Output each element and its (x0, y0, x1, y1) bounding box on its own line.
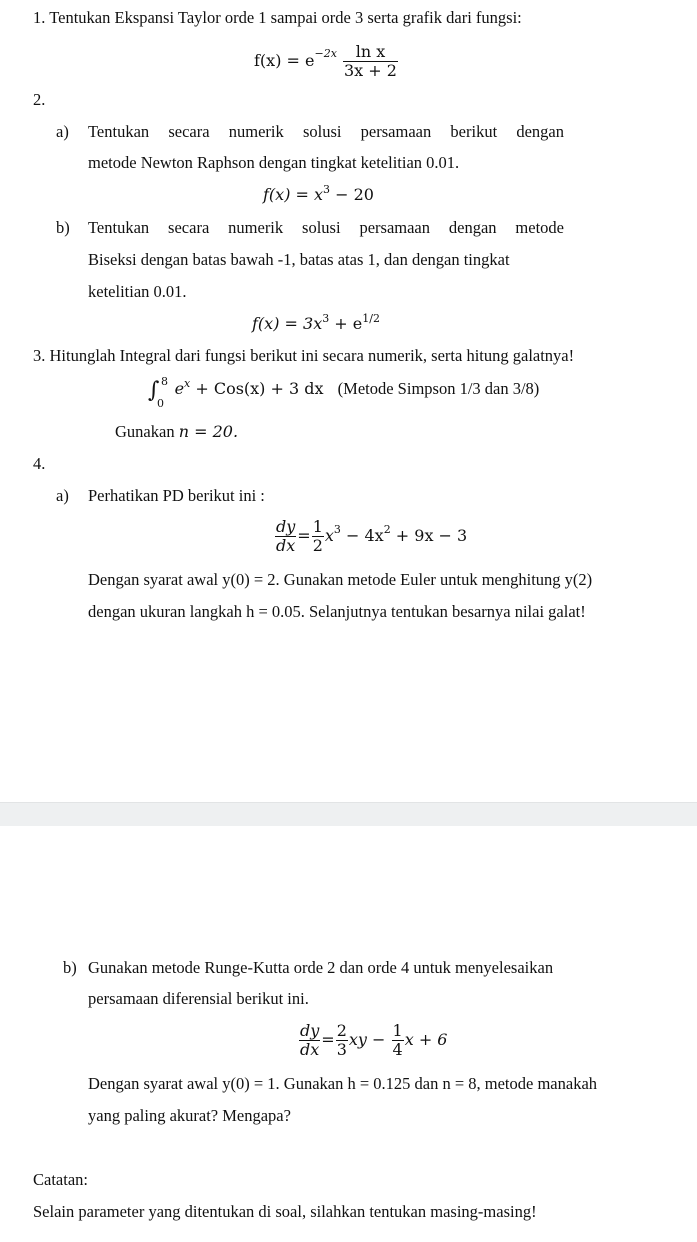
question-2a-marker: a) (56, 122, 69, 141)
question-2a-line-2: metode Newton Raphson dengan tingkat ketelitian 0.01. (88, 153, 460, 172)
question-4a-line-2: dengan ukuran langkah h = 0.05. Selanjutnya tentukan besarnya nilai galat! (88, 602, 586, 621)
notes-title: Catatan: (33, 1170, 88, 1189)
question-4b-line-3: Dengan syarat awal y(0) = 1. Gunakan h = 0.125 dan n = 8, metode manakah (88, 1074, 598, 1093)
notes-text: Selain parameter yang ditentukan di soal, silahkan tentukan masing-masing! (33, 1202, 537, 1221)
document-page-2 (0, 826, 697, 1242)
question-1-fraction: $\frac{\text{ln x}}{3x + 2}$ (344, 42, 397, 80)
question-4a-intro: Perhatikan PD berikut ini : (88, 486, 265, 505)
question-4a-equation: $\frac{dy}{dx}$ = $\frac{1}{2}$ $x^3 - 4x^2 + 9x - 3$ (276, 517, 468, 555)
question-2b-line-3: ketelitian 0.01. (88, 282, 187, 301)
question-4b-line-1: Gunakan metode Runge-Kutta orde 2 dan orde 4 untuk menyelesaikan (88, 958, 554, 977)
question-4b-equation: $\frac{dy}{dx}$ = $\frac{2}{3}$ xy − $\frac{1}{4}$ x + 6 (300, 1021, 448, 1059)
question-4b-marker: b) (63, 958, 77, 977)
question-4b-line-2: persamaan diferensial berikut ini. (88, 989, 309, 1008)
question-2b-line-1: Tentukan secara numerik solusi persamaan dengan metode (88, 218, 564, 237)
question-4a-marker: a) (56, 486, 69, 505)
question-2a-line-1: Tentukan secara numerik solusi persamaan berikut dengan (88, 122, 564, 141)
question-2b-marker: b) (56, 218, 70, 237)
question-4a-line-1: Dengan syarat awal y(0) = 2. Gunakan metode Euler untuk menghitung y(2) (88, 570, 593, 589)
question-2a-equation: $f(x) = x^3 - 20$ (263, 183, 374, 204)
question-1-equation: $f(x) = e^{-2x}$ $\frac{\text{ln x}}{3x + 2}$ (254, 42, 397, 80)
question-2-number: 2. (33, 90, 46, 109)
question-4-number: 4. (33, 454, 46, 473)
question-3-integral: ∫ 8 0 $e^x + Cos(x) + 3$ dx (Metode Simpson 1/3 dan 3/8) (148, 375, 540, 410)
question-3-instruction: Gunakan n = 20. (115, 422, 239, 441)
question-3-method: (Metode Simpson 1/3 dan 3/8) (337, 379, 540, 398)
integral-sign: ∫ (148, 378, 160, 403)
question-2b-line-2: Biseksi dengan batas bawah -1, batas atas 1, dan dengan tingkat (88, 250, 510, 269)
question-3-text: 3. Hitunglah Integral dari fungsi berikut ini secara numerik, serta hitung galatnya! (33, 346, 575, 365)
question-2b-equation: $f(x) = 3x^3 + e^{1/2}$ (252, 312, 380, 333)
question-4b-line-4: yang paling akurat? Mengapa? (88, 1106, 291, 1125)
question-1-text: 1. Tentukan Ekspansi Taylor orde 1 sampai orde 3 serta grafik dari fungsi: (33, 8, 522, 27)
page-separator (0, 802, 697, 826)
